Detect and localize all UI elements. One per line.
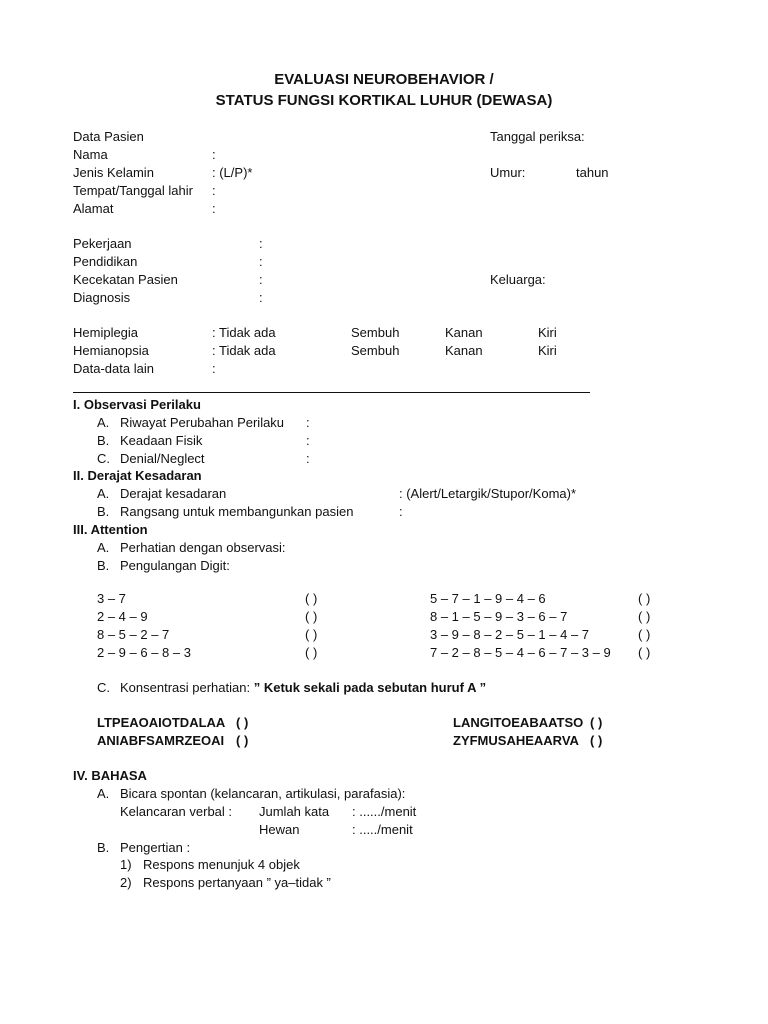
letter-sequence: LTPEAOAIOTDALAA xyxy=(97,715,226,730)
diagnosis-colon: : xyxy=(259,290,263,305)
digit-checkbox[interactable]: ( ) xyxy=(638,627,651,642)
section2-a-value: : (Alert/Letargik/Stupor/Koma)* xyxy=(399,486,577,501)
digit-sequence: 5 – 7 – 1 – 9 – 4 – 6 xyxy=(430,591,546,606)
umur-unit: tahun xyxy=(576,165,609,180)
section1-c-marker: C. xyxy=(97,451,110,466)
section1-b-label: Keadaan Fisik xyxy=(120,433,203,448)
section2-a-marker: A. xyxy=(97,486,110,501)
kecekatan-colon: : xyxy=(259,272,263,287)
hemiplegia-value: : Tidak ada xyxy=(212,325,276,340)
divider-line xyxy=(73,392,590,393)
ttl-label: Tempat/Tanggal lahir xyxy=(73,183,193,198)
digit-sequence: 8 – 5 – 2 – 7 xyxy=(97,627,170,642)
pekerjaan-colon: : xyxy=(259,236,263,251)
digit-sequence: 7 – 2 – 8 – 5 – 4 – 6 – 7 – 3 – 9 xyxy=(430,645,611,660)
digit-sequence: 2 – 9 – 6 – 8 – 3 xyxy=(97,645,191,660)
section3-c-marker: C. xyxy=(97,680,110,695)
patient-heading: Data Pasien xyxy=(73,129,144,144)
section2-a-label: Derajat kesadaran xyxy=(120,486,227,501)
section3-c-label-text: Konsentrasi perhatian: xyxy=(120,680,251,695)
section3-c-label xyxy=(120,679,486,697)
keluarga-label: Keluarga: xyxy=(490,272,546,287)
alamat-colon: : xyxy=(212,201,216,216)
section2-heading: II. Derajat Kesadaran xyxy=(73,468,202,483)
pekerjaan-label: Pekerjaan xyxy=(73,236,132,251)
section1-b-marker: B. xyxy=(97,433,110,448)
letter-sequence: LANGITOEABAATSO xyxy=(453,715,584,730)
section4-item1-label: Respons menunjuk 4 objek xyxy=(143,857,300,872)
section4-item2-label: Respons pertanyaan ” ya–tidak ” xyxy=(143,875,331,890)
digit-checkbox[interactable]: ( ) xyxy=(638,591,651,606)
tanggal-periksa-label: Tanggal periksa: xyxy=(490,129,585,144)
ttl-colon: : xyxy=(212,183,216,198)
section1-a-marker: A. xyxy=(97,415,110,430)
digit-sequence: 3 – 7 xyxy=(97,591,126,606)
alamat-label: Alamat xyxy=(73,201,114,216)
section3-heading: III. Attention xyxy=(73,522,148,537)
digit-checkbox[interactable]: ( ) xyxy=(305,591,318,606)
section1-b-colon: : xyxy=(306,433,310,448)
section4-item2-marker: 2) xyxy=(120,875,132,890)
data-lain-colon: : xyxy=(212,361,216,376)
letter-sequence: ZYFMUSAHEAARVA xyxy=(453,733,579,748)
section1-a-label: Riwayat Perubahan Perilaku xyxy=(120,415,285,430)
digit-sequence: 2 – 4 – 9 xyxy=(97,609,148,624)
digit-checkbox[interactable]: ( ) xyxy=(305,645,318,660)
section3-a-label: Perhatian dengan observasi: xyxy=(120,540,286,555)
form-title-line2: STATUS FUNGSI KORTIKAL LUHUR (DEWASA) xyxy=(215,92,553,109)
digit-checkbox[interactable]: ( ) xyxy=(305,609,318,624)
section4-a-label: Bicara spontan (kelancaran, artikulasi, parafasia): xyxy=(120,786,406,801)
pendidikan-label: Pendidikan xyxy=(73,254,138,269)
digit-sequence: 8 – 1 – 5 – 9 – 3 – 6 – 7 xyxy=(430,609,568,624)
nama-label: Nama xyxy=(73,147,108,162)
hemianopsia-sembuh: Sembuh xyxy=(351,343,400,358)
digit-checkbox[interactable]: ( ) xyxy=(638,609,651,624)
letter-checkbox[interactable]: ( ) xyxy=(590,715,603,730)
hemiplegia-label: Hemiplegia xyxy=(73,325,139,340)
section1-c-colon: : xyxy=(306,451,310,466)
section4-b-label: Pengertian : xyxy=(120,840,191,855)
form-title-line1: EVALUASI NEUROBEHAVIOR / xyxy=(274,71,494,88)
section1-c-label: Denial/Neglect xyxy=(120,451,205,466)
section2-b-marker: B. xyxy=(97,504,110,519)
section4-heading: IV. BAHASA xyxy=(73,768,147,783)
letter-checkbox[interactable]: ( ) xyxy=(590,733,603,748)
diagnosis-label: Diagnosis xyxy=(73,290,131,305)
section3-b-marker: B. xyxy=(97,558,110,573)
nama-colon: : xyxy=(212,147,216,162)
section1-a-colon: : xyxy=(306,415,310,430)
hemianopsia-label: Hemianopsia xyxy=(73,343,149,358)
jenis-kelamin-value: : (L/P)* xyxy=(212,165,253,180)
section3-a-marker: A. xyxy=(97,540,110,555)
letter-checkbox[interactable]: ( ) xyxy=(236,715,249,730)
section4-a-marker: A. xyxy=(97,786,110,801)
section2-b-colon: : xyxy=(399,504,403,519)
jumlah-kata-label: Jumlah kata xyxy=(259,804,330,819)
data-lain-label: Data-data lain xyxy=(73,361,154,376)
section4-item1-marker: 1) xyxy=(120,857,132,872)
letter-checkbox[interactable]: ( ) xyxy=(236,733,249,748)
hemianopsia-value: : Tidak ada xyxy=(212,343,276,358)
hemiplegia-kanan: Kanan xyxy=(445,325,483,340)
hewan-value: : ...../menit xyxy=(352,822,413,837)
hemiplegia-sembuh: Sembuh xyxy=(351,325,400,340)
jumlah-kata-value: : ....../menit xyxy=(352,804,417,819)
hemianopsia-kanan: Kanan xyxy=(445,343,483,358)
jenis-kelamin-label: Jenis Kelamin xyxy=(73,165,154,180)
letter-sequence: ANIABFSAMRZEOAI xyxy=(97,733,225,748)
section3-c-instruction: ” Ketuk sekali pada sebutan huruf A ” xyxy=(253,680,487,695)
kelancaran-label: Kelancaran verbal : xyxy=(120,804,233,819)
section3-b-label: Pengulangan Digit: xyxy=(120,558,230,573)
hemianopsia-kiri: Kiri xyxy=(538,343,557,358)
section2-b-label: Rangsang untuk membangunkan pasien xyxy=(120,504,354,519)
digit-sequence: 3 – 9 – 8 – 2 – 5 – 1 – 4 – 7 xyxy=(430,627,590,642)
section1-heading: I. Observasi Perilaku xyxy=(73,397,201,412)
section4-b-marker: B. xyxy=(97,840,110,855)
pendidikan-colon: : xyxy=(259,254,263,269)
digit-checkbox[interactable]: ( ) xyxy=(638,645,651,660)
kecekatan-label: Kecekatan Pasien xyxy=(73,272,178,287)
hemiplegia-kiri: Kiri xyxy=(538,325,557,340)
digit-checkbox[interactable]: ( ) xyxy=(305,627,318,642)
hewan-label: Hewan xyxy=(259,822,300,837)
umur-label: Umur: xyxy=(490,165,526,180)
